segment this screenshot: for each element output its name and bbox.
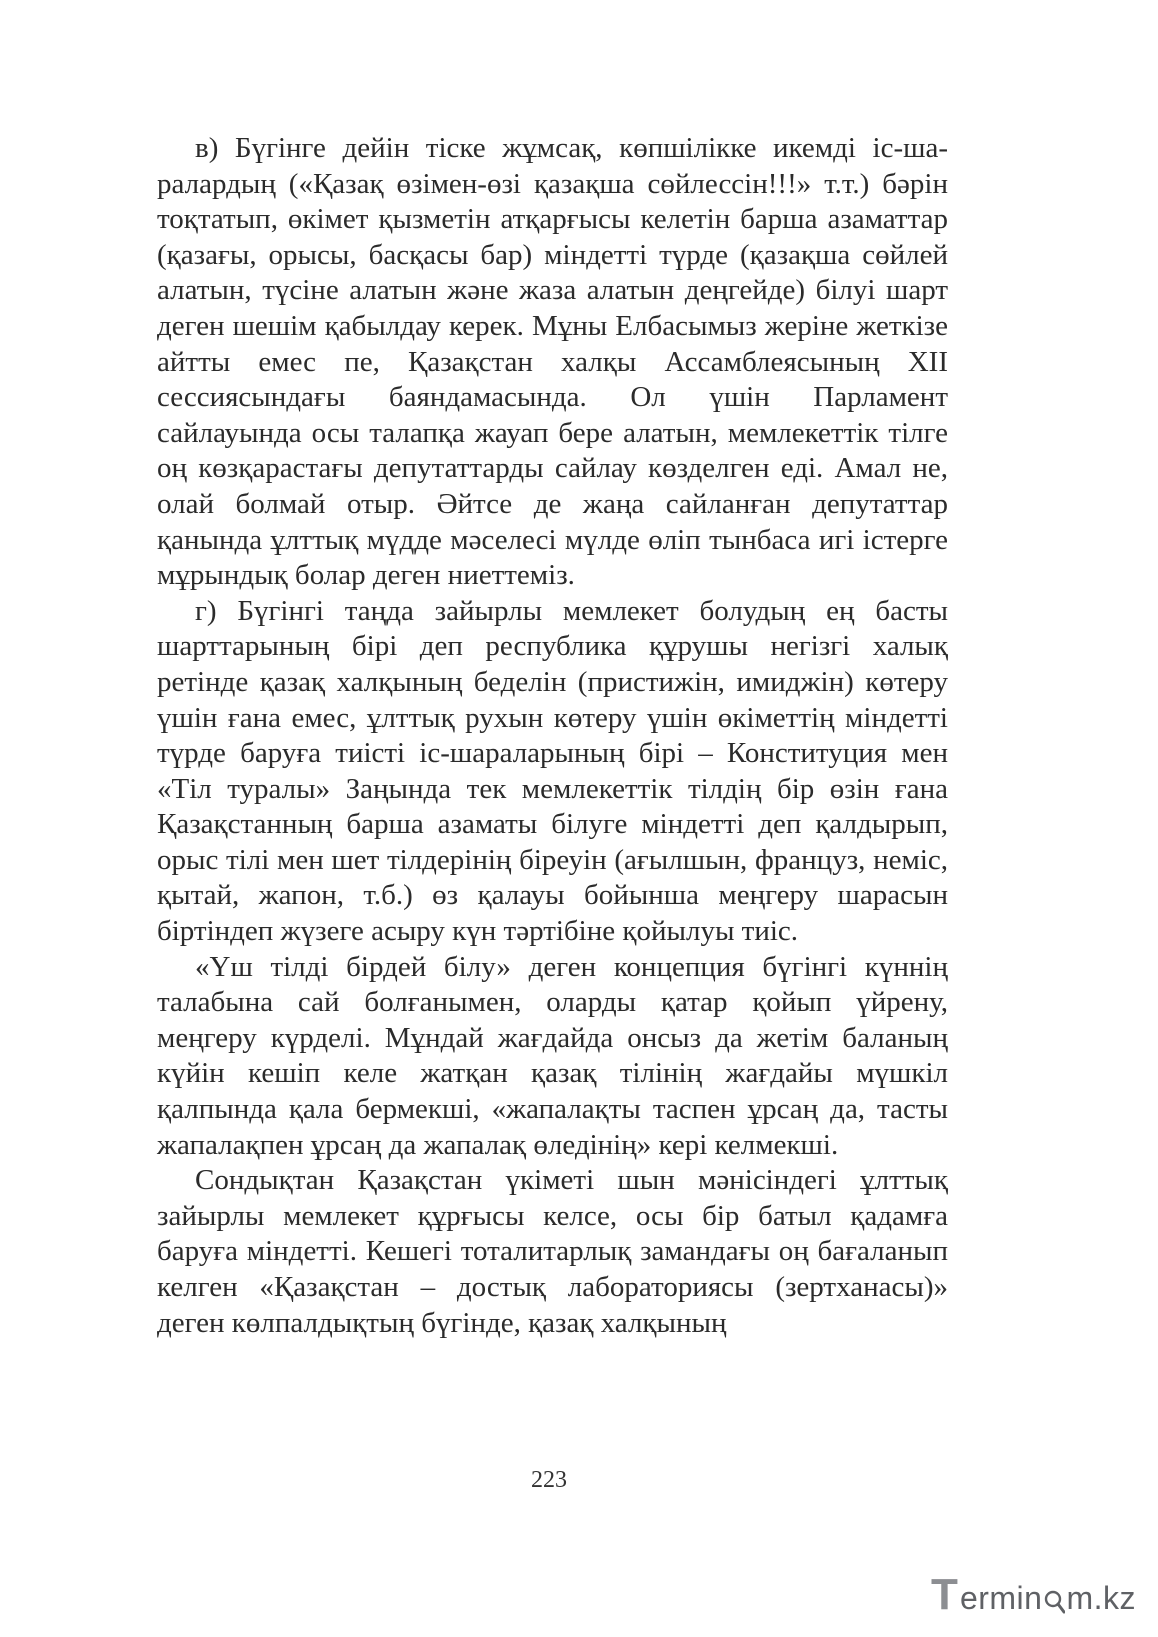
magnifier-icon [1043,1579,1065,1617]
page-body [157,131,948,1341]
paragraph-g: г) Бүгінгі таңда зайырлы мемлекет болудың ең басты шарттарының бірі деп республика құрушы негізгі халық ретінде қазақ халқының беделін (пристижін, имиджін) көтеру үшін ғана емес, ұлттық рухын көтеру үшін өкіметтің міндетті түрде баруға тиісті іс-шараларының бірі – Конституция мен «Тіл туралы» Заңында тек мемлекеттік тілдің бір өзін ғана Қазақстанның барша азаматы білуге міндетті деп қалдырып, орыс тілі мен шет тілдерінің біреуін (ағылшын, француз, неміс, қытай, жапон, т.б.) өз қалауы бойынша меңгеру шарасын біртіндеп жүзеге асыру күн тәртібіне қойылуы тиіс. [157,594,948,948]
paragraph-v: в) Бүгінге дейін тіске жұмсақ, көпшілікке икемді іс-шаралардың («Қазақ өзімен-өзі қазақша сөйлессін!!!» т.т.) бәрін тоқтатып, өкімет қызметін атқарғысы келетін барша азаматтар (қазағы, орысы, басқасы бар) міндетті түрде (қазақша сөйлей алатын, түсіне алатын және жаза алатын деңгейде) білуі шарт деген шешім қабылдау керек. Мұны Елбасымыз жеріне жеткізе айтты емес пе, Қазақстан халқы Ассамблеясының XII сессиясындағы баяндамасында. Ол үшін Парламент сайлауында осы талапқа жауап бере алатын, мемлекеттік тілге оң көзқарастағы депутаттарды сайлау көзделген еді. Амал не, олай болмай отыр. Әйтсе де жаңа сайланған депутаттар қанында ұлттық мүдде мәселесі мүлде өліп тынбаса игі істерге мұрындық болар деген ниеттеміз. [157,132,948,592]
termincom-watermark [931,1571,1136,1617]
watermark-t-letter: T [931,1570,958,1619]
paragraph-three-languages: «Үш тілді бірдей білу» деген концепция бүгінгі күннің талабына сай болғанымен, оларды қатар қойып үйрену, меңгеру күрделі. Мұндай жағдайда онсыз да жетім баланың күйін кешіп келе жатқан қазақ тілінің жағдайы мүшкіл қалпында қала бермекші, «жапалақты таспен ұрсаң да, тасты жапалақпен ұрсаң да жапалақ өледінің» кері келмекші. [157,950,948,1161]
watermark-text-after: m.kz [1066,1580,1136,1616]
paragraph-therefore: Сондықтан Қазақстан үкіметі шын мәнісіндегі ұлттық зайырлы мемлекет құрғысы келсе, осы бір батыл қадамға баруға міндетті. Кешегі тоталитарлық замандағы оң бағаланып келген «Қазақстан – достық лабораториясы (зертханасы)» деген көлпалдықтың бүгінде, қазақ халқының [157,1164,948,1339]
page-number: 223 [531,1467,567,1493]
watermark-text-before: ermin [959,1580,1043,1616]
